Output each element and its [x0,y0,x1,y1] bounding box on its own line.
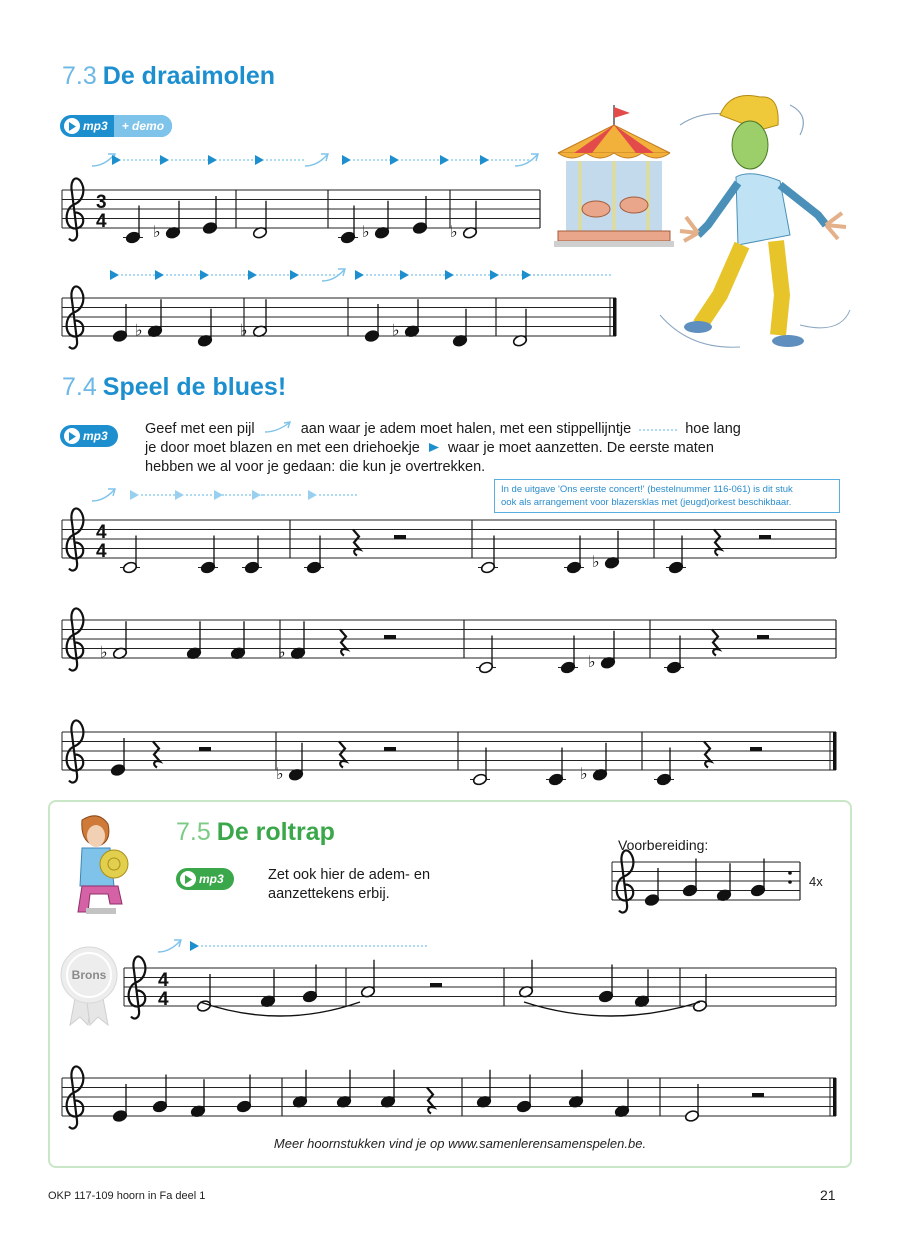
half-rest [759,535,771,539]
demo-label: + demo [114,115,172,137]
time-signature-bottom: 4 [158,989,169,1010]
instruction-part: aan waar je adem moet halen, met een stippellijntje [300,421,632,437]
half-rest [430,983,442,987]
flat-sign: ♭ [153,223,161,241]
flat-sign: ♭ [392,322,400,340]
quarter-rest [712,630,719,656]
attack-triangle [342,155,351,165]
preparation-label: Voorbereiding: [618,837,709,853]
half-rest [750,747,762,751]
footer-book-title: OKP 117-109 hoorn in Fa deel 1 [48,1190,206,1202]
flat-sign: ♭ [580,765,588,783]
time-signature-bottom: 4 [96,211,107,232]
attack-triangle [252,490,261,500]
section-number: 7.3 [62,62,97,90]
breath-arrow [305,155,327,166]
attack-triangle [308,490,317,500]
half-rest [752,1093,764,1097]
mp3-label: mp3 [83,429,108,443]
edition-note-line: ook als arrangement voor blazersklas met (jeugd)orkest beschikbaar. [501,497,792,508]
attack-triangle [214,490,223,500]
section-heading: Speel de blues! [102,373,287,401]
attack-triangle [445,270,454,280]
time-signature-bottom: 4 [96,541,107,562]
attack-triangle [200,270,209,280]
flat-sign: ♭ [240,322,248,340]
instruction-part: hebben we al voor je gedaan: die kun je overtrekken. [145,459,486,475]
attack-triangle [130,490,139,500]
half-rest [384,747,396,751]
attack-triangle [208,155,217,165]
attack-triangle [390,155,399,165]
flat-sign: ♭ [592,553,600,571]
breath-arrow [515,155,537,166]
attack-triangle [112,155,121,165]
attack-triangle [490,270,499,280]
attack-triangle [255,155,264,165]
breath-arrow [92,155,114,166]
quarter-rest [153,742,160,768]
half-rest [199,747,211,751]
attack-triangle [480,155,489,165]
half-rest [394,535,406,539]
section-number: 7.5 [176,818,211,846]
slur [524,1002,700,1016]
final-barline-thick [833,732,837,770]
quarter-rest [714,530,721,556]
flat-sign: ♭ [278,644,286,662]
instruction-part: Geef met een pijl [145,421,255,437]
section-number: 7.4 [62,373,97,401]
flat-sign: ♭ [450,223,458,241]
repeat-dot [788,871,792,875]
attack-triangle [522,270,531,280]
quarter-rest [340,630,347,656]
website-link[interactable]: Meer hoornstukken vind je op www.samenlerensamenspelen.be. [273,1136,647,1151]
instruction-part: waar je moet aanzetten. De eerste maten [447,440,714,456]
instruction-part: hoe lang [685,421,741,437]
time-signature-top: 4 [158,970,169,991]
attack-triangle [290,270,299,280]
slur [200,1002,360,1016]
mp3-label: mp3 [199,872,224,886]
flat-sign: ♭ [100,644,108,662]
quarter-rest [704,742,711,768]
flat-sign: ♭ [362,223,370,241]
badge-label: Brons [71,968,107,982]
flat-sign: ♭ [276,765,284,783]
breath-arrow [92,490,114,501]
time-signature-top: 4 [96,522,107,543]
quarter-rest [353,530,360,556]
section-heading: De draaimolen [102,62,276,90]
instruction-part: je door moet blazen en met een driehoekje [145,440,420,456]
half-rest [757,635,769,639]
attack-triangle [175,490,184,500]
section-heading: De roltrap [216,818,335,846]
attack-triangle [190,941,199,951]
attack-triangle [160,155,169,165]
attack-triangle [155,270,164,280]
page-number: 21 [820,1187,836,1203]
edition-note-line: In de uitgave 'Ons eerste concert!' (bestelnummer 116-061) is dit stuk [501,484,793,495]
final-barline-thick [833,1078,837,1116]
quarter-rest [427,1088,434,1114]
half-rest [384,635,396,639]
attack-triangle [248,270,257,280]
quarter-rest [339,742,346,768]
flat-sign: ♭ [135,322,143,340]
time-signature-top: 3 [96,192,107,213]
flat-sign: ♭ [588,653,596,671]
attack-triangle [400,270,409,280]
attack-triangle [355,270,364,280]
instruction-line: aanzettekens erbij. [268,886,390,902]
repeat-count: 4x [809,874,823,889]
final-barline-thick [613,298,617,336]
attack-triangle [440,155,449,165]
instruction-line: Zet ook hier de adem- en [268,867,431,883]
attack-triangle [110,270,119,280]
breath-arrow [158,941,180,952]
repeat-dot [788,880,792,884]
mp3-label: mp3 [83,119,108,133]
